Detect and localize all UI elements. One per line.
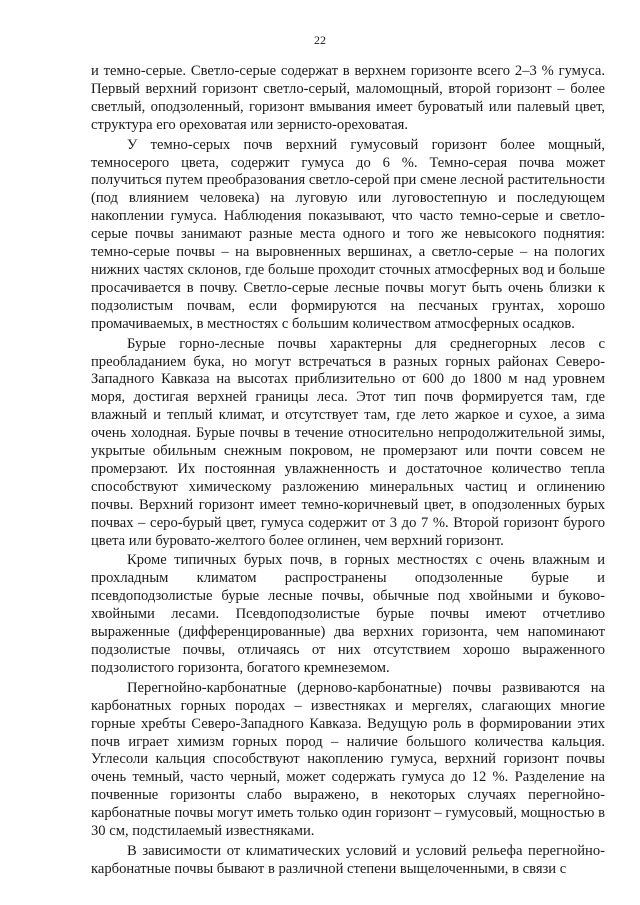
paragraph-podzolized-brown-soils: Кроме типичных бурых почв, в горных местностях с очень влажным и прохладным климатом распространены оподзоленные бурые и псевдоподзолистые бурые лесные почвы, обычные под хвойными и буково-хвойными лесами. Псевдоподзолистые бурые почвы имеют отчетливо выраженные (дифференцированные) два верхних горизонта, чем напоминают подзолистые почвы, отличаясь от них отсутствием хорошо выраженного подзолистого горизонта, богатого кремнеземом. [91, 552, 605, 676]
page-text [91, 63, 605, 879]
paragraph-humus-carbonate-soils: Перегнойно-карбонатные (дерново-карбонатные) почвы развиваются на карбонатных горных породах – известняках и мергелях, слагающих многие горные хребты Северо-Западного Кавказа. Ведущую роль в формировании этих почв играет химизм горных пород – наличие большого количества кальция. Углесоли кальция способствуют накоплению гумуса, верхний горизонт почвы очень темный, часто черный, может содержать гумуса до 12 %. Разделение на почвенные горизонты слабо выражено, в некоторых случаях перегнойно-карбонатные почвы могут иметь только один горизонт – гумусовый, мощностью в 30 см, подстилаемый известняками. [91, 679, 605, 840]
paragraph-dark-gray-soils: У темно-серых почв верхний гумусовый горизонт более мощный, темносерого цвета, содержит гумуса до 6 %. Темно-серая почва может получиться путем преобразования светло-серой при смене лесной растительности (под влиянием человека) на луговую или луговостепную и последующем накоплении гумуса. Наблюдения показывают, что часто темно-серые и светло-серые почвы занимают разные места одного и того же невысокого поднятия: темно-серые почвы – на выровненных вершинах, а светло-серые – на пологих нижних частях склонов, где больше проходит сточных атмосферных вод и больше просачивается в почву. Светло-серые лесные почвы могут быть очень близки к подзолистым почвам, если формируются на песчаных грунтах, хорошо промачиваемых, в местностях с большим количеством атмосферных осадков. [91, 136, 605, 332]
paragraph-climate-relief-dependence: В зависимости от климатических условий и условий рельефа перегнойно-карбонатные почвы бывают в различной степени выщелоченными, в связи с [91, 842, 605, 877]
page-number: 22 [314, 33, 326, 47]
paragraph-light-gray-soils: и темно-серые. Светло-серые содержат в верхнем горизонте всего 2–3 % гумуса. Первый верхний горизонт светло-серый, маломощный, второй горизонт – более светлый, оподзоленный, горизонт вмывания имеет буроватый или палевый цвет, структура его ореховатая или зернисто-ореховатая. [91, 63, 605, 133]
paragraph-brown-mountain-forest-soils: Бурые горно-лесные почвы характерны для среднегорных лесов с преобладанием бука, но могут встречаться в разных горных районах Северо-Западного Кавказа на высотах приблизительно от 600 до 1800 м над уровнем моря, достигая верхней границы леса. Этот тип почв формируется там, где влажный и теплый климат, и отсутствует там, где лето жаркое и сухое, а зима очень холодная. Бурые почвы в течение относительно непродолжительной зимы, укрытые обильным снежным покровом, не промерзают или почти совсем не промерзают. Их постоянная увлажненность и достаточное количество тепла способствуют химическому разложению минеральных частиц и оглинению почвы. Верхний горизонт имеет темно-коричневый цвет, в оподзоленных бурых почвах – серо-бурый цвет, гумуса содержит от 3 до 7 %. Второй горизонт бурого цвета или буровато-желтого более оглинен, чем верхний горизонт. [91, 335, 605, 549]
